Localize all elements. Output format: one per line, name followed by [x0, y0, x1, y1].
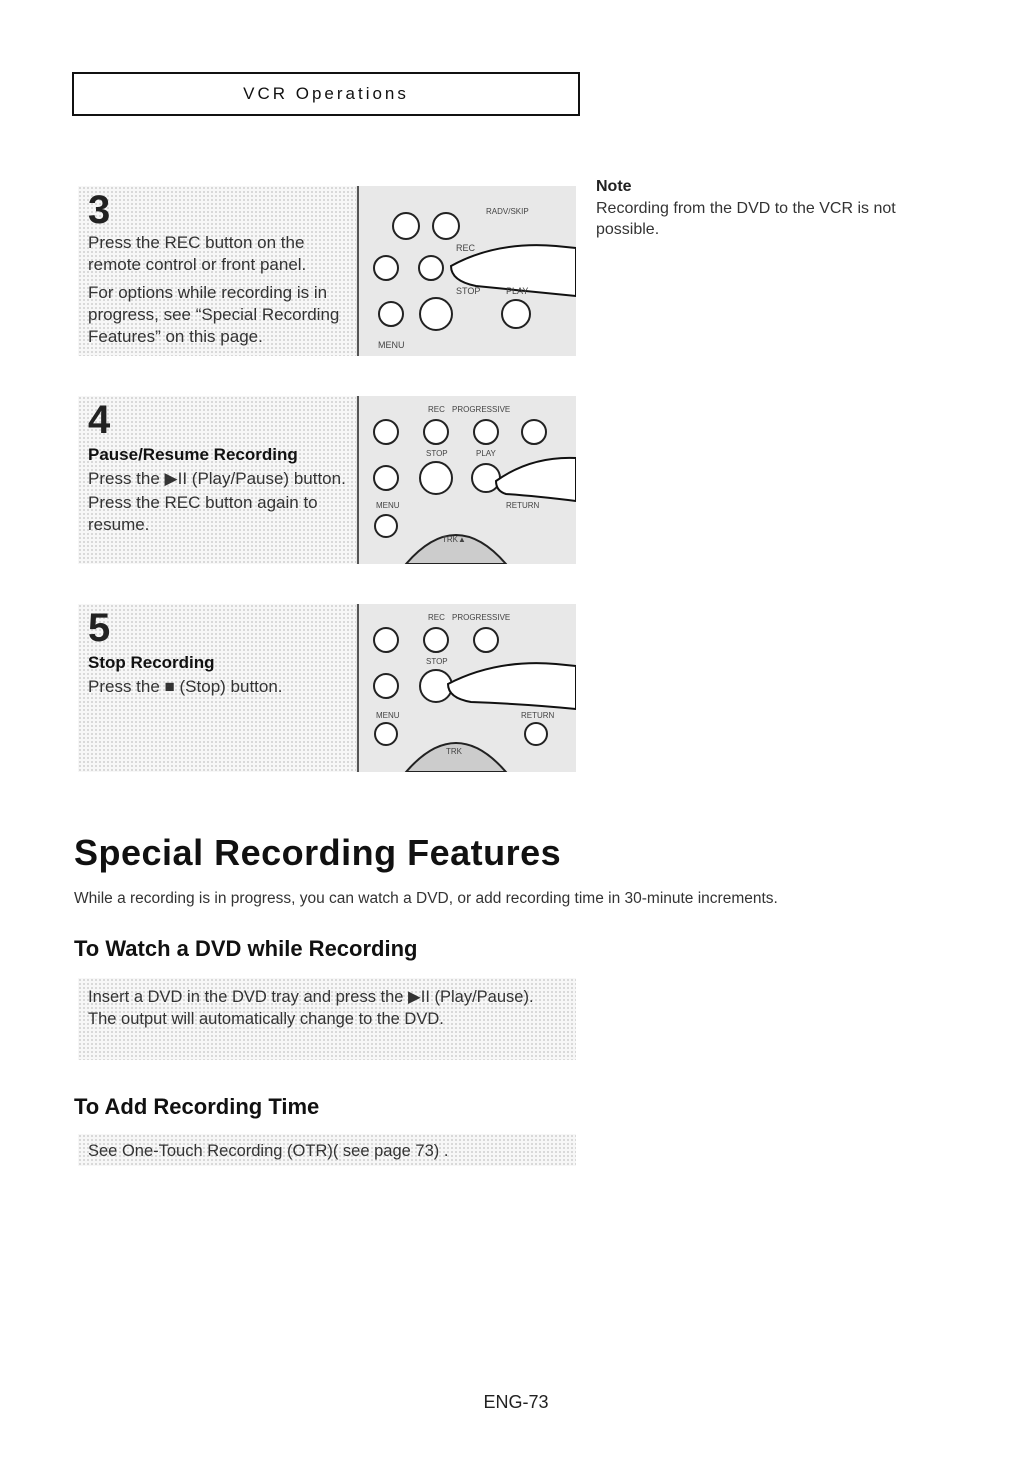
rec-button	[424, 628, 448, 652]
remote-button	[393, 213, 419, 239]
step-4-text	[88, 396, 358, 538]
remote-button	[374, 420, 398, 444]
add-time-text: See One-Touch Recording (OTR)( see page 73) .	[88, 1142, 449, 1160]
play-pause-button	[472, 464, 500, 492]
remote-label: PLAY	[506, 286, 529, 296]
step-number: 3	[88, 188, 111, 232]
step-5-text	[88, 604, 358, 700]
remote-hand-illustration	[356, 604, 576, 772]
remote-label: TRK	[446, 747, 462, 756]
watch-dvd-text-box	[78, 978, 576, 1060]
remote-button	[374, 628, 398, 652]
subsection-title-add-time: To Add Recording Time	[74, 1094, 320, 1119]
step-line: Press the REC button again to resume.	[88, 493, 318, 534]
return-button	[525, 723, 547, 745]
remote-button	[522, 420, 546, 444]
remote-label: PROGRESSIVE	[452, 613, 511, 622]
remote-label: TRK▲	[442, 535, 466, 544]
remote-label: MENU	[376, 711, 400, 720]
step-number: 4	[88, 398, 111, 442]
remote-button	[474, 420, 498, 444]
section-intro: While a recording is in progress, you can watch a DVD, or add recording time in 30-minute increments.	[74, 890, 778, 907]
note	[596, 178, 936, 240]
remote-hand-illustration	[356, 396, 576, 564]
watch-dvd-text: Insert a DVD in the DVD tray and press the ▶II (Play/Pause). The output will automatically change to the DVD.	[88, 988, 534, 1028]
step-line: For options while recording is in progress, see “Special Recording Features” on this page.	[88, 283, 340, 346]
remote-button	[474, 628, 498, 652]
step-4	[78, 396, 576, 564]
menu-button	[375, 515, 397, 537]
remote-hand-illustration	[356, 186, 576, 356]
remote-button	[433, 213, 459, 239]
step-3	[78, 186, 576, 356]
remote-label: RETURN	[506, 501, 540, 510]
remote-label: STOP	[426, 449, 448, 458]
remote-button	[374, 256, 398, 280]
remote-button	[374, 466, 398, 490]
step-heading: Pause/Resume Recording	[88, 445, 298, 464]
stop-button	[420, 298, 452, 330]
subsection-title-watch-dvd: To Watch a DVD while Recording	[74, 936, 418, 961]
remote-label: MENU	[378, 340, 405, 350]
section-title: Special Recording Features	[74, 832, 562, 873]
remote-button	[374, 674, 398, 698]
menu-button	[375, 723, 397, 745]
section-header	[72, 72, 580, 116]
remote-label: PROGRESSIVE	[452, 405, 511, 414]
remote-label: REC	[428, 405, 445, 414]
remote-label: STOP	[456, 286, 481, 296]
rec-button	[424, 420, 448, 444]
remote-label: RADV/SKIP	[486, 207, 529, 216]
section-header-title: VCR Operations	[243, 84, 409, 103]
step-line: Press the ■ (Stop) button.	[88, 677, 283, 696]
remote-button	[379, 302, 403, 326]
step-line: Press the ▶II (Play/Pause) button.	[88, 469, 346, 488]
remote-label: REC	[428, 613, 445, 622]
rec-button	[419, 256, 443, 280]
step-3-text	[88, 186, 358, 350]
remote-label: MENU	[376, 501, 400, 510]
page-number: ENG-73	[483, 1392, 549, 1412]
note-title: Note	[596, 178, 632, 195]
remote-label: STOP	[426, 657, 448, 666]
step-number: 5	[88, 606, 111, 650]
note-text: Recording from the DVD to the VCR is not possible.	[596, 200, 896, 238]
step-line: Press the REC button on the remote control or front panel.	[88, 233, 307, 274]
stop-button	[420, 462, 452, 494]
remote-label: RETURN	[521, 711, 555, 720]
remote-label: PLAY	[476, 449, 496, 458]
step-heading: Stop Recording	[88, 653, 215, 672]
remote-label: REC	[456, 243, 476, 253]
step-5	[78, 604, 576, 772]
add-time-text-box	[78, 1134, 576, 1166]
play-button	[502, 300, 530, 328]
